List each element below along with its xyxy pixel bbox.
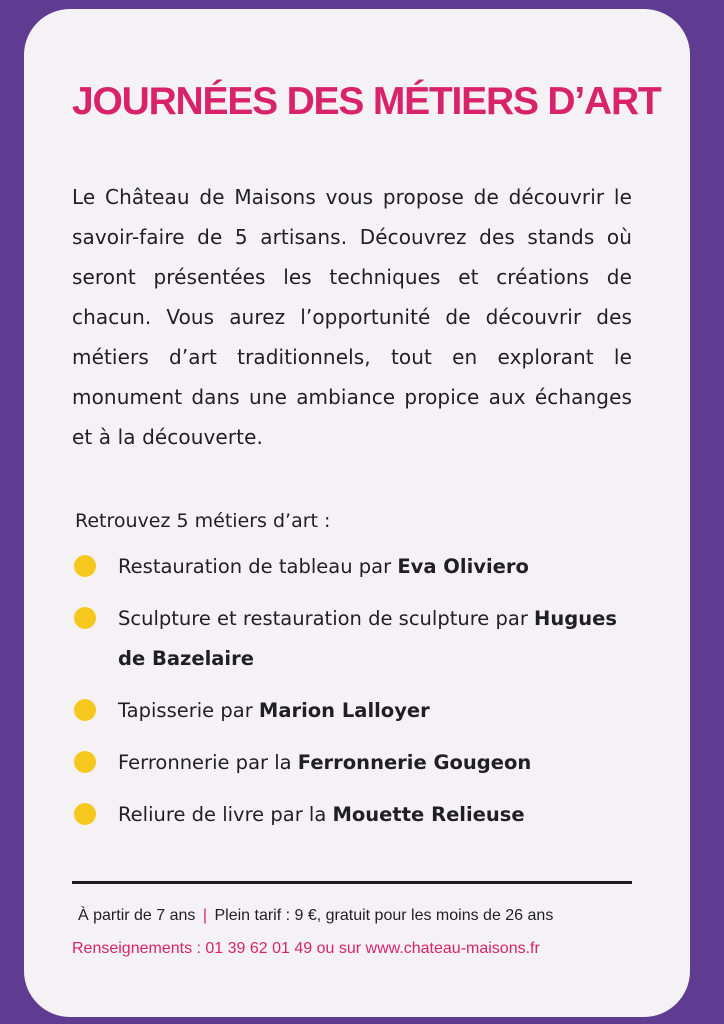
bullet-dot-icon [74,699,96,721]
section-divider [72,881,632,884]
bullet-dot-icon [74,751,96,773]
artisan-craft: Tapisserie par [118,699,259,722]
contact-info: Renseignements : 01 39 62 01 49 ou sur www.chateau-maisons.fr [72,940,540,957]
list-item [72,691,632,731]
bullet-dot-icon [74,555,96,577]
artisan-name: Eva Oliviero [397,555,529,578]
price-info: Plein tarif : 9 €, gratuit pour les moins de 26 ans [214,907,554,924]
list-item [72,743,632,783]
artisan-name: Mouette Relieuse [332,803,525,826]
age-info: À partir de 7 ans [78,907,196,924]
list-item [72,599,632,679]
artisan-craft: Reliure de livre par la [118,803,333,826]
list-item [72,795,632,835]
artisan-name: Marion Lalloyer [258,699,430,722]
event-title: JOURNÉES DES MÉTIERS D’ART [72,80,661,123]
artisan-name: Ferronnerie Gougeon [297,751,532,774]
bullet-dot-icon [74,803,96,825]
info-separator: | [202,907,208,924]
artisans-list [72,547,632,847]
artisan-craft: Ferronnerie par la [118,751,298,774]
artisan-craft: Sculpture et restauration de sculpture par [118,607,535,630]
bullet-dot-icon [74,607,96,629]
artisans-heading: Retrouvez 5 métiers d’art : [75,510,331,532]
event-description: Le Château de Maisons vous propose de découvrir le savoir-faire de 5 artisans. Découvrez des stands où seront présentées les techniques et créations de chacun. Vous aurez l’opportunité de découvrir des métiers d’art traditionnels, tout en explorant le monument dans une ambiance propice aux échanges et à la découverte. [72,185,632,449]
pricing-info [78,904,553,928]
list-item [72,547,632,587]
artisan-craft: Restauration de tableau par [118,555,398,578]
artisan-name: Hugues de Bazelaire [118,607,617,670]
event-card [24,9,690,1017]
